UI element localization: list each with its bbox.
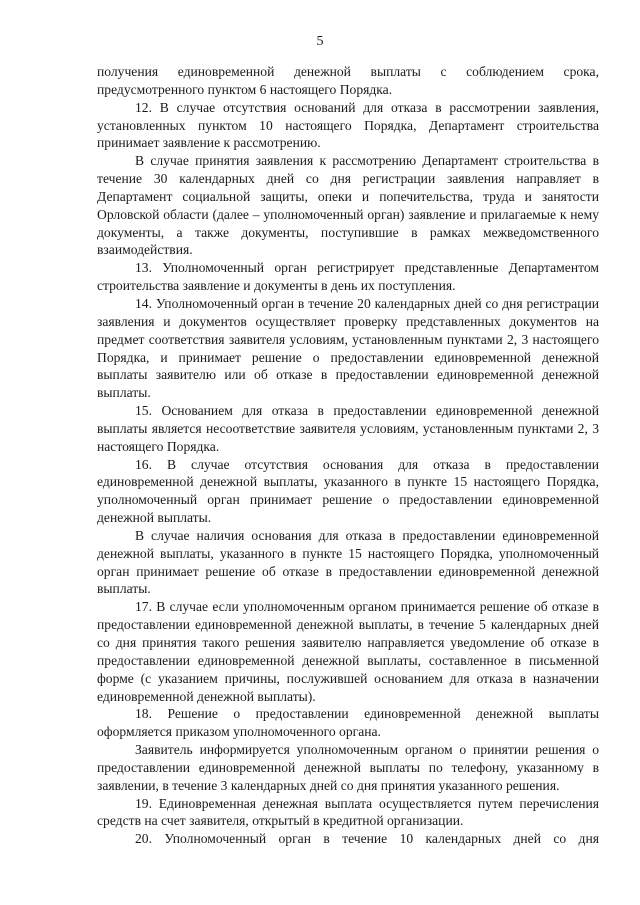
paragraph-item-18: 18. Решение о предоставлении единовременной денежной выплаты оформляется приказом уполномоченного органа.: [97, 706, 599, 740]
paragraph-continuation: получения единовременной денежной выплаты с соблюдением срока, предусмотренного пунктом 6 настоящего Порядка.: [97, 64, 599, 97]
paragraph-item-13: 13. Уполномоченный орган регистрирует представленные Департаментом строительства заявление и документы в день их поступления.: [97, 260, 599, 294]
paragraph-item-12-continued: В случае принятия заявления к рассмотрению Департамент строительства в течение 30 календарных дней со дня регистрации заявления направляет в Департамент социальной защиты, опеки и попечительства, труда и занятости Орловской области (далее – уполномоченный орган) заявление и прилагаемые к нему документы, а также документы, поступившие в рамках межведомственного взаимодействия.: [97, 153, 599, 258]
paragraph-item-16: 16. В случае отсутствия основания для отказа в предоставлении единовременной денежной выплаты, указанного в пункте 15 настоящего Порядка, уполномоченный орган принимает решение о предоставлении единовременной денежной выплаты.: [97, 456, 599, 526]
paragraph-item-19: 19. Единовременная денежная выплата осуществляется путем перечисления средств на счет заявителя, открытый в кредитной организации.: [97, 795, 599, 829]
paragraph-item-12: 12. В случае отсутствия оснований для отказа в рассмотрении заявления, установленных пунктом 10 настоящего Порядка, Департамент строительства принимает заявление к рассмотрению.: [97, 99, 599, 151]
paragraph-item-18-continued: Заявитель информируется уполномоченным органом о принятии решения о предоставлении единовременной денежной выплаты по телефону, указанному в заявлении, в течение 3 календарных дней со дня принятия указанного решения.: [97, 742, 599, 793]
paragraph-item-17: 17. В случае если уполномоченным органом принимается решение об отказе в предоставлении единовременной денежной выплаты, в течение 5 календарных дней со дня принятия такого решения заявителю направляется уведомление об отказе в предоставлении единовременной денежной выплаты, составленное в письменной форме (с указанием причины, послужившей основанием для отказа в назначении единовременной денежной выплаты).: [97, 599, 599, 704]
paragraph-item-14: 14. Уполномоченный орган в течение 20 календарных дней со дня регистрации заявления и документов осуществляет проверку представленных документов на предмет соответствия заявителя условиям, установленным пунктами 2, 3 настоящего Порядка, и принимает решение о предоставлении единовременной денежной выплаты заявителю или об отказе в предоставлении единовременной денежной выплаты.: [97, 295, 599, 401]
paragraph-item-15: 15. Основанием для отказа в предоставлении единовременной денежной выплаты является несоответствие заявителя условиям, установленным пунктами 2, 3 настоящего Порядка.: [97, 403, 599, 454]
page-number: 5: [316, 34, 324, 49]
paragraph-item-16-continued: В случае наличия основания для отказа в предоставлении единовременной денежной выплаты, указанного в пункте 15 настоящего Порядка, уполномоченный орган принимает решение об отказе в предоставлении единовременной денежной выплаты.: [97, 527, 599, 597]
paragraph-item-20: 20. Уполномоченный орган в течение 10 календарных дней со дня: [135, 831, 599, 847]
document-body: [97, 63, 599, 848]
